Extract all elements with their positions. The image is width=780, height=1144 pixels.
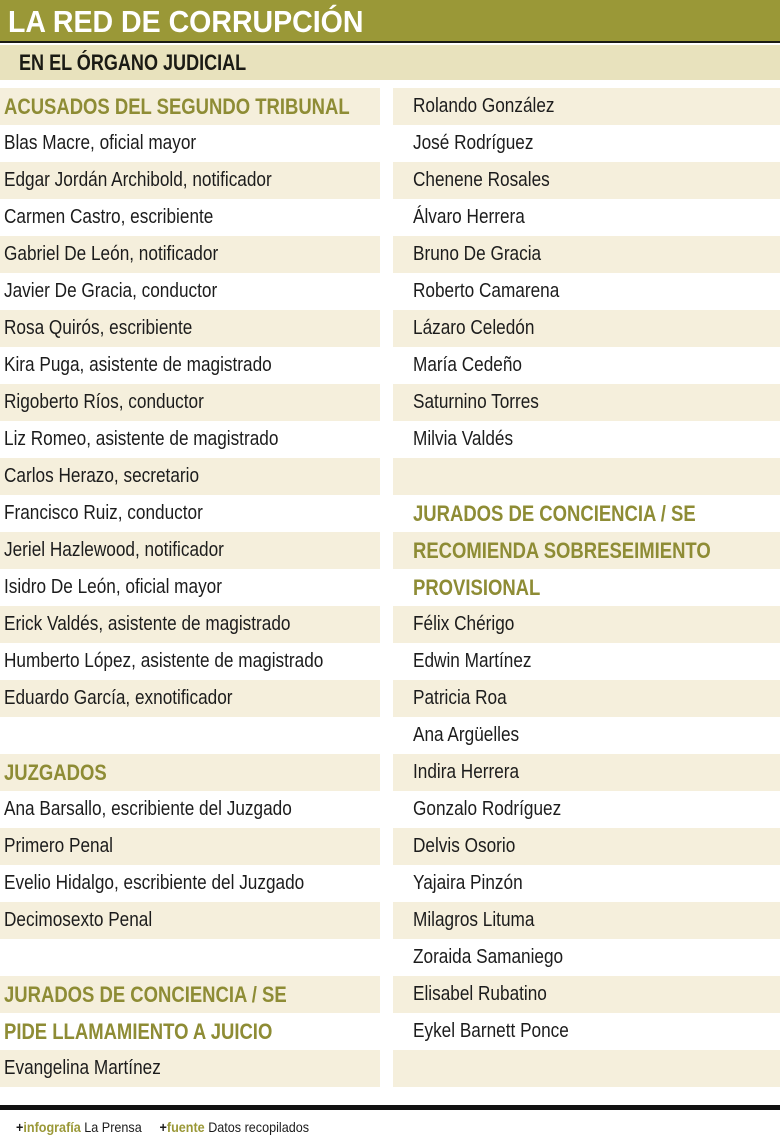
list-item-text: Ana Argüelles <box>413 724 520 746</box>
list-item <box>393 717 780 754</box>
list-item <box>393 199 780 236</box>
subtitle-bar <box>0 45 780 80</box>
list-item-text: Blas Macre, oficial mayor <box>4 132 197 154</box>
footer-divider <box>0 1105 780 1110</box>
list-item <box>0 347 380 384</box>
section-heading-text: PIDE LLAMAMIENTO A JUICIO <box>4 1019 273 1044</box>
list-item <box>393 680 780 717</box>
list-item <box>0 421 380 458</box>
list-item-text: Lázaro Celedón <box>413 317 535 339</box>
list-item-text: Humberto López, asistente de magistrado <box>4 650 324 672</box>
list-item <box>393 1013 780 1050</box>
section-heading <box>393 569 780 606</box>
list-item-text: Patricia Roa <box>413 687 507 709</box>
list-item-text: Evelio Hidalgo, escribiente del Juzgado <box>4 872 305 894</box>
page-title: LA RED DE CORRUPCIÓN <box>8 4 364 39</box>
list-item <box>393 606 780 643</box>
list-item <box>393 976 780 1013</box>
list-item-text: Elisabel Rubatino <box>413 983 547 1005</box>
list-item-text: Gonzalo Rodríguez <box>413 798 562 820</box>
blank-row <box>393 1050 780 1087</box>
fuente-value: Datos recopilados <box>208 1119 310 1135</box>
list-item-text: Evangelina Martínez <box>4 1057 161 1079</box>
list-item-text: Álvaro Herrera <box>413 206 525 228</box>
list-item <box>0 902 380 939</box>
list-item-text: Félix Chérigo <box>413 613 515 635</box>
list-item-text: Eduardo García, exnotificador <box>4 687 233 709</box>
blank-row <box>0 939 380 976</box>
list-item-text: Javier De Gracia, conductor <box>4 280 218 302</box>
list-item-text: María Cedeño <box>413 354 523 376</box>
list-item-text: Liz Romeo, asistente de magistrado <box>4 428 279 450</box>
list-item-text: Roberto Camarena <box>413 280 560 302</box>
list-item-text: Rolando González <box>413 95 555 117</box>
section-heading <box>0 1013 380 1050</box>
list-item <box>0 495 380 532</box>
list-item <box>0 310 380 347</box>
page-subtitle: EN EL ÓRGANO JUDICIAL <box>19 50 247 75</box>
plus-icon: + <box>159 1119 167 1135</box>
list-item-text: Carmen Castro, escribiente <box>4 206 214 228</box>
list-item <box>0 532 380 569</box>
list-item <box>393 421 780 458</box>
credits <box>16 1117 309 1137</box>
list-item-text: Ana Barsallo, escribiente del Juzgado <box>4 798 292 820</box>
section-heading-text: JUZGADOS <box>4 760 107 785</box>
list-item-text: Francisco Ruiz, conductor <box>4 502 203 524</box>
list-item <box>393 162 780 199</box>
list-item <box>393 754 780 791</box>
section-heading <box>393 495 780 532</box>
section-heading-text: PROVISIONAL <box>413 575 541 600</box>
blank-row <box>393 458 780 495</box>
list-item <box>393 791 780 828</box>
list-item <box>0 606 380 643</box>
list-item <box>0 273 380 310</box>
list-item-text: Bruno De Gracia <box>413 243 542 265</box>
list-item-text: Delvis Osorio <box>413 835 516 857</box>
title-bar <box>0 0 780 43</box>
section-heading <box>0 976 380 1013</box>
list-item <box>393 828 780 865</box>
list-item <box>0 643 380 680</box>
list-item-text: Erick Valdés, asistente de magistrado <box>4 613 291 635</box>
section-heading <box>0 754 380 791</box>
list-item-text: Edgar Jordán Archibold, notificador <box>4 169 272 191</box>
list-item <box>0 569 380 606</box>
infografia-label: infografía <box>23 1119 81 1135</box>
list-item <box>393 384 780 421</box>
section-heading-text: ACUSADOS DEL SEGUNDO TRIBUNAL <box>4 94 350 119</box>
list-item-text: Kira Puga, asistente de magistrado <box>4 354 272 376</box>
list-item <box>0 236 380 273</box>
list-item <box>393 310 780 347</box>
left-column <box>0 88 380 1087</box>
list-item <box>0 791 380 828</box>
list-item-text: Gabriel De León, notificador <box>4 243 219 265</box>
list-item <box>0 680 380 717</box>
list-item <box>0 199 380 236</box>
section-heading-text: JURADOS DE CONCIENCIA / SE <box>413 501 696 526</box>
section-heading-text: JURADOS DE CONCIENCIA / SE <box>4 982 287 1007</box>
list-item-text: Edwin Martínez <box>413 650 532 672</box>
list-item-text: Primero Penal <box>4 835 113 857</box>
list-item-text: Milvia Valdés <box>413 428 514 450</box>
right-column <box>393 88 780 1087</box>
list-item <box>393 347 780 384</box>
list-item <box>393 865 780 902</box>
section-heading-text: RECOMIENDA SOBRESEIMIENTO <box>413 538 711 563</box>
list-item <box>393 88 780 125</box>
list-item <box>393 643 780 680</box>
list-item <box>393 273 780 310</box>
list-item-text: Saturnino Torres <box>413 391 539 413</box>
list-item-text: Indira Herrera <box>413 761 520 783</box>
list-item <box>0 865 380 902</box>
list-item-text: Rosa Quirós, escribiente <box>4 317 193 339</box>
list-item <box>0 458 380 495</box>
list-item-text: Rigoberto Ríos, conductor <box>4 391 204 413</box>
list-item <box>393 125 780 162</box>
fuente-label: fuente <box>166 1119 205 1135</box>
list-item-text: Zoraida Samaniego <box>413 946 564 968</box>
list-item <box>0 1050 380 1087</box>
list-item-text: Chenene Rosales <box>413 169 550 191</box>
list-item-text: Eykel Barnett Ponce <box>413 1020 569 1042</box>
section-heading <box>393 532 780 569</box>
list-item <box>393 939 780 976</box>
list-item <box>0 125 380 162</box>
infografia-value: La Prensa <box>84 1119 142 1135</box>
list-item <box>0 828 380 865</box>
list-item <box>393 902 780 939</box>
list-item-text: Jeriel Hazlewood, notificador <box>4 539 224 561</box>
list-item-text: Decimosexto Penal <box>4 909 153 931</box>
list-item-text: Milagros Lituma <box>413 909 535 931</box>
blank-row <box>0 717 380 754</box>
list-item-text: Isidro De León, oficial mayor <box>4 576 222 598</box>
list-item <box>393 236 780 273</box>
section-heading <box>0 88 380 125</box>
list-item-text: Yajaira Pinzón <box>413 872 523 894</box>
list-item <box>0 384 380 421</box>
plus-icon: + <box>16 1119 24 1135</box>
list-item-text: Carlos Herazo, secretario <box>4 465 200 487</box>
list-item-text: José Rodríguez <box>413 132 534 154</box>
list-item <box>0 162 380 199</box>
